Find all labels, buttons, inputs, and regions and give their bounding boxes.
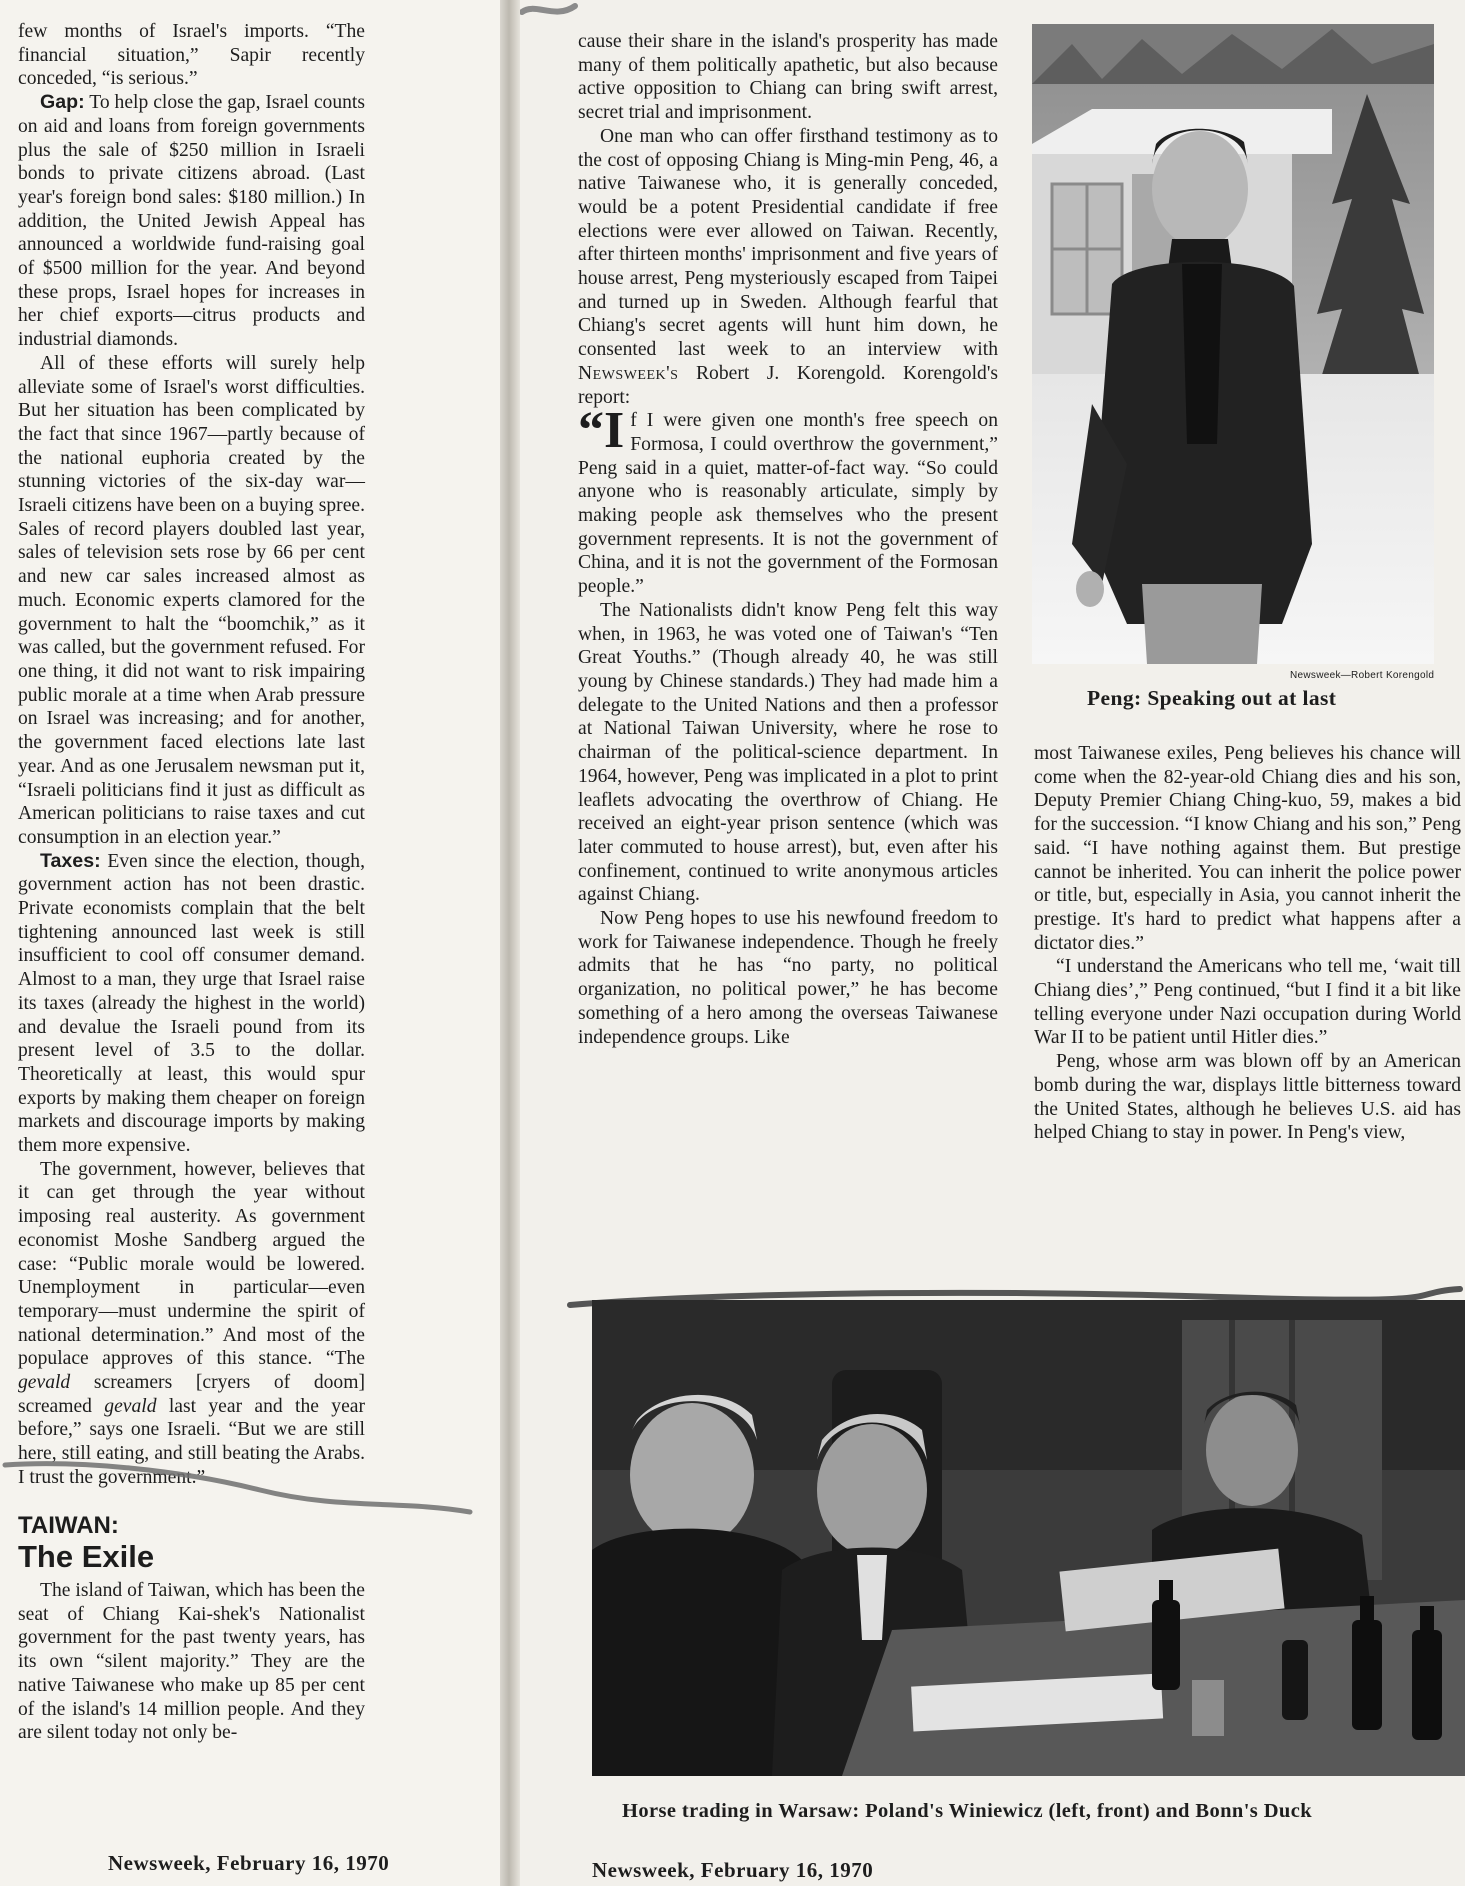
- page-gutter: [500, 0, 520, 1886]
- paragraph-understand: “I understand the Americans who tell me, ‘wait till Chiang dies’,” Peng continued, “but I find it a bit like telling everyone under Nazi occupation during World War II to be patient until Hitler dies.”: [1034, 956, 1461, 1049]
- portrait-illustration: [1032, 24, 1434, 664]
- paragraph-taxes: Taxes: Even since the election, though, government action has not been drastic. Private economists complain that the belt tightening announced last week is still insufficient to cool off consumer demand. Almost to a man, they urge that Israel raise its taxes (already the highest in the world) and devalue the Israeli pound from its present level of 3.5 to the dollar. Theoretically at least, this would spur exports by making them cheaper on foreign markets and discourage imports by making them more expensive.: [18, 849, 365, 1157]
- paragraph-gap: Gap: To help close the gap, Israel counts on aid and loans from foreign governments plus the sale of $250 million in Israeli bonds to private citizens abroad. (Last year's foreign bond sales: $180 million.) In addition, the United Jewish Appeal has announced a worldwide fund-raising goal of $500 million for the year. And beyond these props, Israel hopes for increases in her chief exports—citrus products and industrial diamonds.: [18, 91, 365, 351]
- paragraph-nationalists: The Nationalists didn't know Peng felt this way when, in 1963, he was voted one of Taiwan's “Ten Great Youths.” (Though already 40, he was still young by Chinese standards.) They had made him a delegate to the United Nations and then a professor at National Taiwan University, where he rose to chairman of the political-science department. In 1964, however, Peng was implicated in a plot to print leaflets advocating the overthrow of Chiang. He received an eight-year prison sentence (which was later commuted to house arrest), but, even after his confinement, continued to write anonymous articles against Chiang.: [578, 599, 998, 906]
- paragraph-government: The government, however, believes that it can get through the year without imposing real austerity. As government economist Moshe Sandberg argued the case: “Public morale would be lowered. Unemployment in particular—even temporary—must undermine the spirit of national determination.” And most of the populace approves of this stance. “The gevald screamers [cryers of doom] screamed gevald last year and the year before,” says one Israeli. “But we are still here, still eating, and still beating the Arabs. I trust the government.”: [18, 1158, 365, 1488]
- peng-photo-caption: Peng: Speaking out at last: [1087, 686, 1337, 710]
- paragraph-quote: “If I were given one month's free speech on Formosa, I could overthrow the government,” Peng said in a quiet, matter-of-fact way. “So could anyone who is reasonably articulate, simply by making people ask themselves who the present government represents. It is not the government of China, and it is not the government of the Formosan people.”: [578, 402, 998, 598]
- kicker-taxes: Taxes:: [40, 849, 101, 872]
- paragraph-now: Now Peng hopes to use his newfound freedom to work for Taiwanese independence. Though he freely admits that he has “no party, no political organization, no political power,” he has become something of a hero among the overseas Taiwanese independence groups. Like: [578, 908, 998, 1048]
- pen-scribble: [0, 1430, 500, 1520]
- right-column: [1034, 742, 1461, 1145]
- page-footer-left: Newsweek, February 16, 1970: [108, 1851, 390, 1875]
- paragraph-efforts: All of these efforts will surely help alleviate some of Israel's worst difficulties. But her situation has been complicated by the fact that since 1967—partly because of the national euphoria created by the stunning victories of the six-day war—Israeli citizens have been on a buying spree. Sales of record players doubled last year, sales of television sets rose by 66 per cent and new car sales increased almost as much. Economic experts clamored for the government to halt the “boomchik,” as it was called, but the government refused. For one thing, it did not want to risk impairing public morale at a time when Arab pressure on Israel was increasing; and for another, the government faced elections late last year. And as one Jerusalem newsman put it, “Israeli politicians find it just as difficult as American politicians to raise taxes and cut consumption in an election year.”: [18, 352, 365, 848]
- paragraph-one-man: One man who can offer firsthand testimony as to the cost of opposing Chiang is Ming-min Peng, 46, a native Taiwanese who, it is generally conceded, would be a potent Presidential candidate if free elections were ever allowed on Taiwan. Recently, after thirteen months' imprisonment and five years of house arrest, Peng mysteriously escaped from Taipei and turned up in Sweden. Although fearful that Chiang's secret agents will hunt him down, he consented last week to an interview with Newsweek's Robert J. Korengold. Korengold's report:: [578, 125, 998, 408]
- kicker-gap: Gap:: [40, 91, 85, 114]
- left-page: [0, 0, 500, 1886]
- warsaw-photo: [592, 1300, 1465, 1776]
- right-page: [520, 0, 1465, 1886]
- drop-cap: “I: [578, 402, 625, 460]
- paragraph-continued: cause their share in the island's prosperity has made many of them politically apathetic, but also because active opposition to Chiang can bring swift arrest, secret trial and imprisonment.: [578, 31, 998, 124]
- page-footer-right: Newsweek, February 16, 1970: [592, 1858, 874, 1882]
- paragraph-arm: Peng, whose arm was blown off by an American bomb during the war, displays little bitterness toward the United States, although he believes U.S. aid has helped Chiang to stay in power. In Peng's view,: [1034, 1051, 1461, 1144]
- section-label: TAIWAN:: [18, 1511, 119, 1539]
- paragraph-taiwan: The island of Taiwan, which has been the seat of Chiang Kai-shek's Nationalist government for the past twenty years, has its own “silent majority.” They are the native Taiwanese who make up 85 per cent of the island's 14 million people. And they are silent today not only be-: [18, 1580, 365, 1744]
- photo-credit: Newsweek—Robert Korengold: [1290, 670, 1435, 681]
- paragraph-opening: few months of Israel's imports. “The financial situation,” Sapir recently conceded, “is serious.”: [18, 21, 365, 90]
- middle-column: [578, 30, 998, 1049]
- paragraph-most: most Taiwanese exiles, Peng believes his chance will come when the 82-year-old Chiang dies and his son, Deputy Premier Chiang Ching-kuo, 59, makes a bid for the succession. “I know Chiang and his son,” Peng said. “I have nothing against them. But prestige cannot be inherited. You can inherit the police power or title, but, especially in Asia, you cannot inherit the prestige. It's hard to predict what happens after a dictator dies.”: [1034, 743, 1461, 954]
- article-title: The Exile: [18, 1539, 155, 1575]
- pen-mark-top: [520, 0, 580, 40]
- peng-photo: [1032, 24, 1434, 664]
- warsaw-photo-caption: Horse trading in Warsaw: Poland's Winiewicz (left, front) and Bonn's Duck: [622, 1800, 1313, 1822]
- meeting-illustration: [592, 1300, 1465, 1776]
